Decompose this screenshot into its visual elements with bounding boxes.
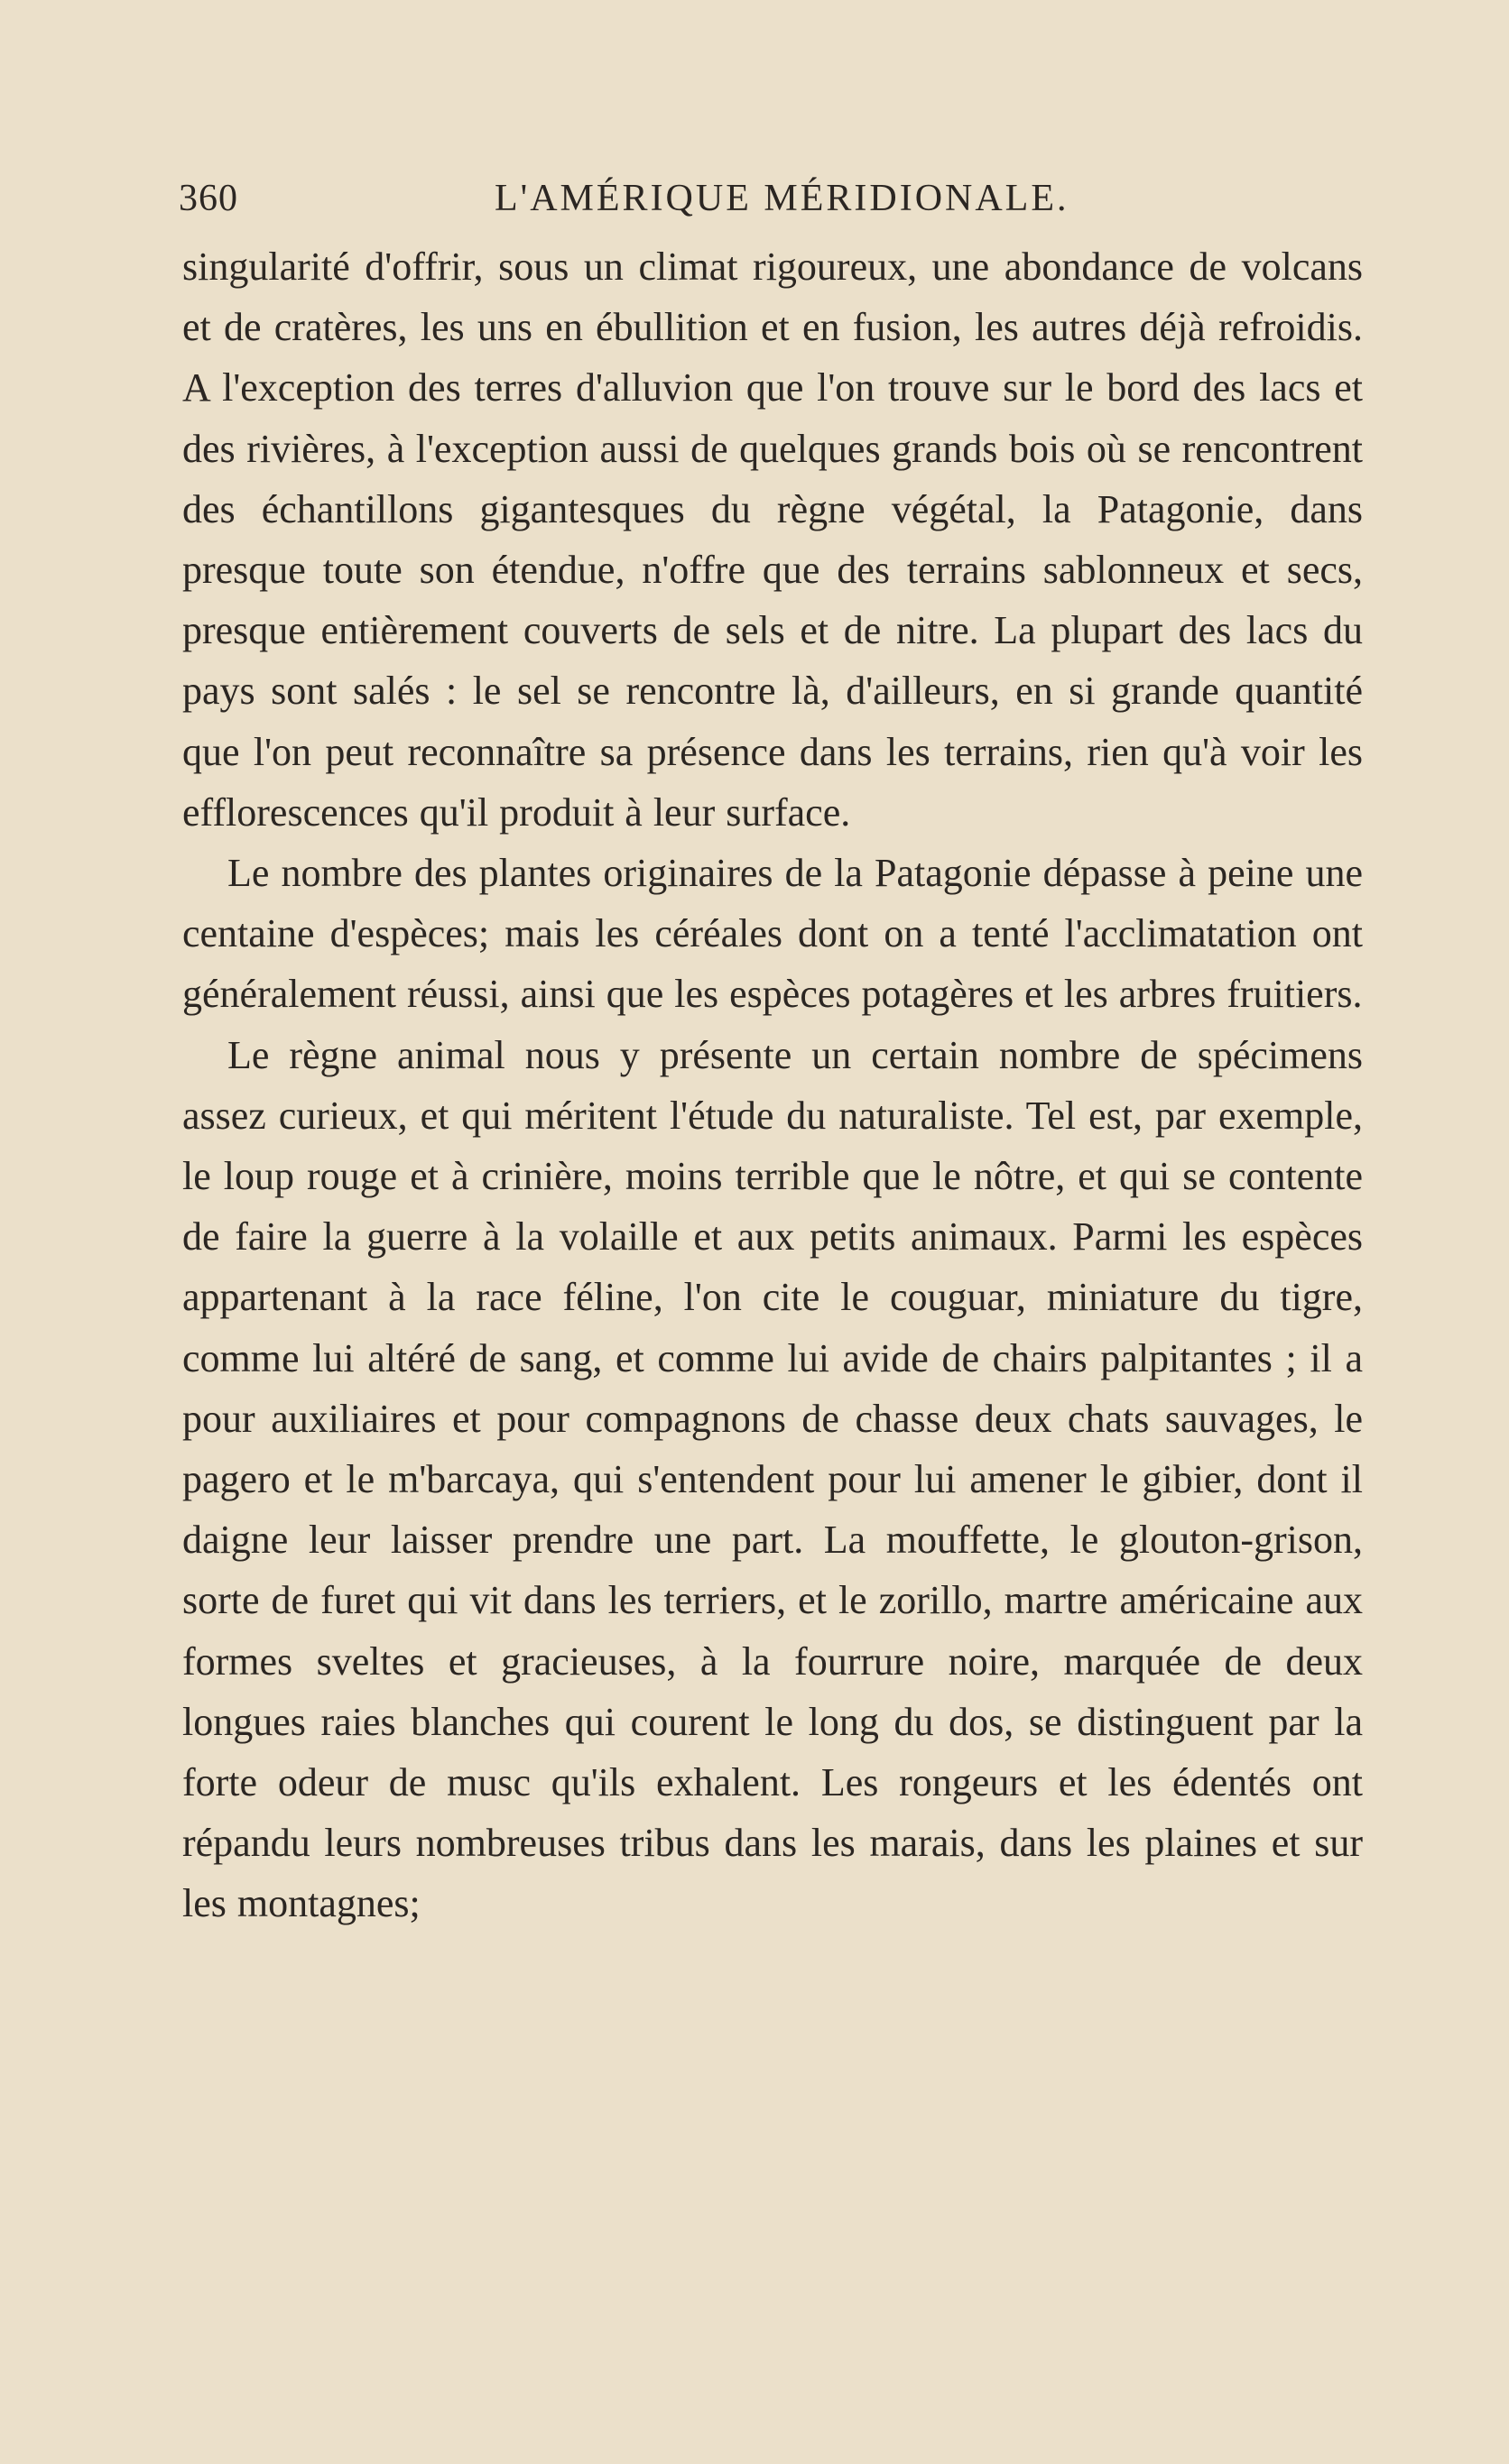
paragraph-2: Le nombre des plantes originaires de la Patagonie dépasse à peine une centaine d'espèces; mais les céréales dont on a tenté l'acclimatation ont généralement réussi, ainsi que les espèces potagères et les arbres fruitiers. (182, 851, 1363, 1017)
body-text (182, 236, 1363, 1934)
running-head (179, 171, 1365, 226)
running-title: L'AMÉRIQUE MÉRIDIONALE. (495, 178, 1069, 219)
paragraph-3: Le règne animal nous y présente un certain nombre de spécimens assez curieux, et qui méritent l'étude du naturaliste. Tel est, par exemple, le loup rouge et à crinière, moins terrible que le nôtre, et qui se contente de faire la guerre à la volaille et aux petits animaux. Parmi les espèces appartenant à la race féline, l'on cite le couguar, miniature du tigre, comme lui altéré de sang, et comme lui avide de chairs palpitantes ; il a pour auxiliaires et pour compagnons de chasse deux chats sauvages, le pagero et le m'barcaya, qui s'entendent pour lui amener le gibier, dont il daigne leur laisser prendre une part. La mouffette, le glouton-grison, sorte de furet qui vit dans les terriers, et le zorillo, martre américaine aux formes sveltes et gracieuses, à la fourrure noire, marquée de deux longues raies blanches qui courent le long du dos, se distinguent par la forte odeur de musc qu'ils exhalent. Les rongeurs et les édentés ont répandu leurs nombreuses tribus dans les marais, dans les plaines et sur les montagnes; (182, 1032, 1363, 1926)
page-number: 360 (179, 178, 238, 219)
paragraph-1: singularité d'offrir, sous un climat rigoureux, une abondance de volcans et de cratères, les uns en ébullition et en fusion, les autres déjà refroidis. A l'exception des terres d'alluvion que l'on trouve sur le bord des lacs et des rivières, à l'exception aussi de quelques grands bois où se rencontrent des échantillons gigantesques du règne végétal, la Patagonie, dans presque toute son étendue, n'offre que des terrains sablonneux et secs, presque entièrement couverts de sels et de nitre. La plupart des lacs du pays sont salés : le sel se rencontre là, d'ailleurs, en si grande quantité que l'on peut reconnaître sa présence dans les terrains, rien qu'à voir les efflorescences qu'il produit à leur surface. (182, 245, 1363, 835)
